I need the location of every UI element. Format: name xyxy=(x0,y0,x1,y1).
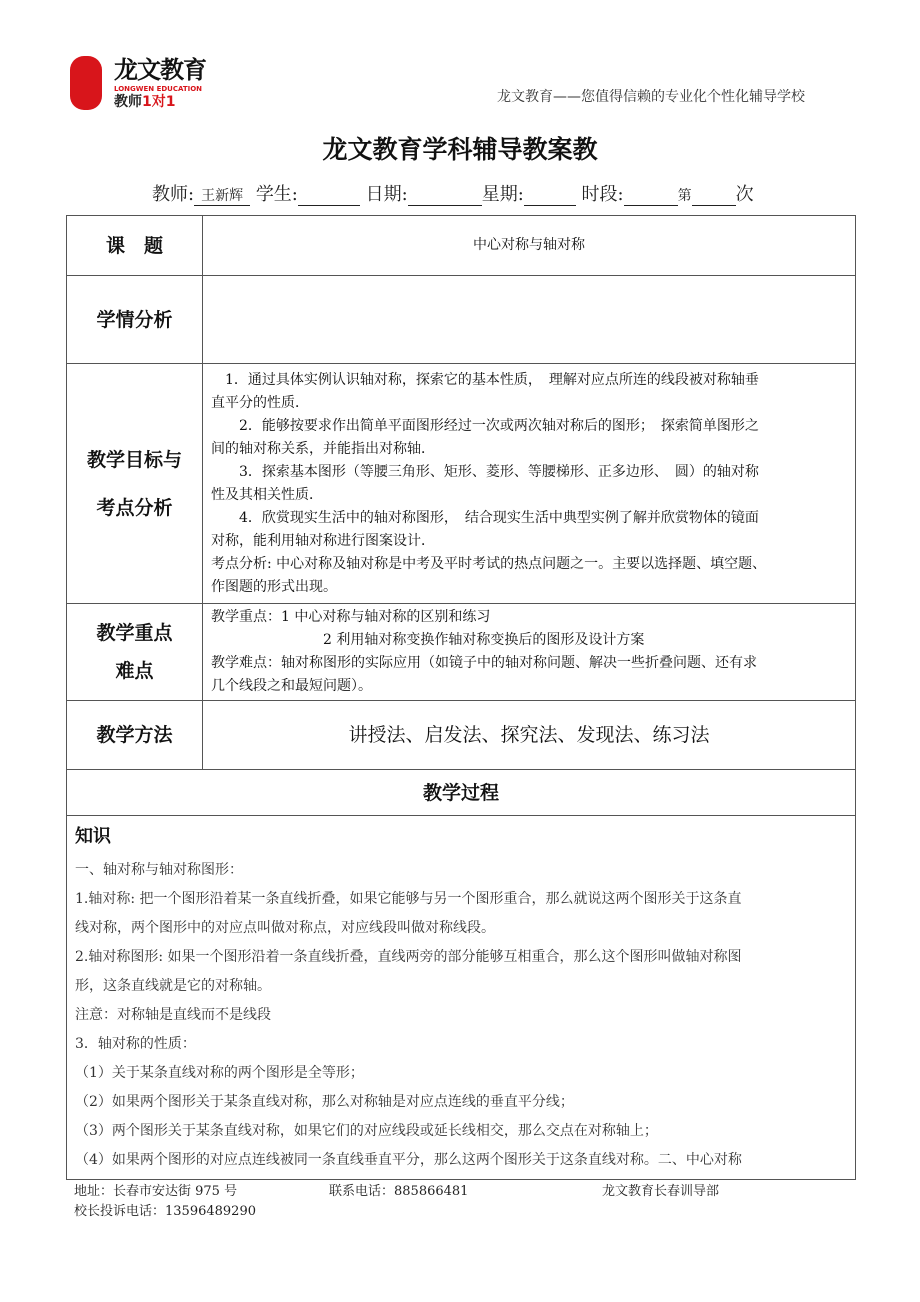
text-line: 1．通过具体实例认识轴对称，探索它的基本性质， 理解对应点所连的线段被对称轴垂 xyxy=(211,371,759,388)
key-content xyxy=(203,604,856,701)
text-line: 教学重点：1 中心对称与轴对称的区别和练习 xyxy=(211,609,491,625)
date-field xyxy=(408,184,482,206)
analysis-label: 学情分析 xyxy=(67,276,203,364)
text-line: 作图题的形式出现。 xyxy=(211,578,337,595)
row-method xyxy=(67,701,856,770)
goals-label xyxy=(67,364,203,604)
row-key xyxy=(67,604,856,701)
text-line: （4）如果两个图形的对应点连线被同一条直线垂直平分，那么这两个图形关于这条直线对称。二、中心对称 xyxy=(75,1152,742,1168)
text-line: 形，这条直线就是它的对称轴。 xyxy=(75,978,271,994)
row-goals xyxy=(67,364,856,604)
knowledge-lines xyxy=(75,856,847,1175)
logo-sub: 教师 xyxy=(114,94,142,110)
text-line: 性及其相关性质． xyxy=(211,486,323,503)
topic-label: 课 题 xyxy=(67,216,203,276)
text-line: 一、轴对称与轴对称图形： xyxy=(75,862,243,878)
logo-subtitle xyxy=(114,94,175,110)
method-value: 讲授法、启发法、探究法、发现法、练习法 xyxy=(203,701,856,770)
goals-content xyxy=(203,364,856,604)
knowledge-content xyxy=(67,816,856,1180)
student-field xyxy=(298,184,360,206)
footer-address: 地址：长春市安达街 975 号 xyxy=(74,1184,238,1199)
text-line: （1）关于某条直线对称的两个图形是全等形； xyxy=(75,1065,364,1081)
text-line: （3）两个图形关于某条直线对称，如果它们的对应线段或延长线相交，那么交点在对称轴上； xyxy=(75,1123,658,1139)
knowledge-heading: 知识 xyxy=(75,826,111,847)
key-label-line2: 难点 xyxy=(115,660,154,682)
key-label xyxy=(67,604,203,701)
logo-sub2: 1对1 xyxy=(142,94,176,110)
text-line: 2．能够按要求作出简单平面图形经过一次或两次轴对称后的图形； 探索简单图形之 xyxy=(211,417,759,434)
text-line: 2 利用轴对称变换作轴对称变换后的图形及设计方案 xyxy=(211,632,645,648)
weekday-field xyxy=(524,184,576,206)
teacher-name: 王新辉 xyxy=(194,185,250,206)
text-line: 间的轴对称关系，并能指出对称轴． xyxy=(211,440,435,457)
text-line: 注意：对称轴是直线而不是线段 xyxy=(75,1007,271,1023)
row-topic xyxy=(67,216,856,276)
analysis-value xyxy=(203,276,856,364)
text-line: 4．欣赏现实生活中的轴对称图形， 结合现实生活中典型实例了解并欣赏物体的镜面 xyxy=(211,509,759,526)
weekday-label: 星期: xyxy=(481,184,524,205)
text-line: 线对称，两个图形中的对应点叫做对称点，对应线段叫做对称线段。 xyxy=(75,920,495,936)
text-line: 直平分的性质． xyxy=(211,394,309,411)
text-line: 2.轴对称图形: 如果一个图形沿着一条直线折叠，直线两旁的部分能够互相重合，那么这个图形叫做轴对称图 xyxy=(75,949,742,965)
di-label: 第 xyxy=(677,188,692,204)
footer xyxy=(66,1182,856,1222)
text-line: 教学难点：轴对称图形的实际应用（如镜子中的轴对称问题、解决一些折叠问题、还有求 xyxy=(211,655,757,671)
period-label: 时段: xyxy=(581,184,624,205)
footer-branch: 龙文教育长春训导部 xyxy=(602,1184,720,1199)
method-label: 教学方法 xyxy=(67,701,203,770)
goals-label-line2: 考点分析 xyxy=(96,496,173,519)
period-field xyxy=(624,184,678,206)
teacher-label: 教师: xyxy=(152,184,195,205)
content-flow xyxy=(66,215,856,1222)
text-line: （2）如果两个图形关于某条直线对称，那么对称轴是对应点连线的垂直平分线； xyxy=(75,1094,574,1110)
text-line: 几个线段之和最短问题）。 xyxy=(211,678,372,694)
logo-seal-icon xyxy=(70,56,102,110)
goals-label-line1: 教学目标与 xyxy=(86,448,182,471)
page-title: 龙文教育学科辅导教案教 xyxy=(322,135,598,164)
row-analysis xyxy=(67,276,856,364)
text-line: 考点分析: 中心对称及轴对称是中考及平时考试的热点问题之一。主要以选择题、填空题、 xyxy=(211,555,767,572)
date-label: 日期: xyxy=(365,184,408,205)
logo-english: LONGWEN EDUCATION xyxy=(114,85,203,93)
text-line: 对称，能利用轴对称进行图案设计． xyxy=(211,532,435,549)
slogan: 龙文教育——您值得信赖的专业化个性化辅导学校 xyxy=(497,89,805,105)
text-line: 3．轴对称的性质： xyxy=(75,1036,196,1052)
text-line: 3．探索基本图形（等腰三角形、矩形、菱形、等腰梯形、正多边形、 圆）的轴对称 xyxy=(211,463,759,480)
lesson-plan-table xyxy=(66,215,856,1180)
row-process xyxy=(67,770,856,816)
topic-value: 中心对称与轴对称 xyxy=(203,216,856,276)
session-field xyxy=(692,184,736,206)
row-knowledge xyxy=(67,816,856,1180)
key-label-line1: 教学重点 xyxy=(96,622,173,644)
process-heading: 教学过程 xyxy=(67,770,856,816)
footer-phone: 联系电话：885866481 xyxy=(329,1184,469,1199)
student-label: 学生: xyxy=(255,184,298,205)
logo-text: 龙文教育 xyxy=(114,56,206,84)
text-line: 1.轴对称: 把一个图形沿着某一条直线折叠，如果它能够与另一个图形重合，那么就说这两个图形关于这条直 xyxy=(75,891,742,907)
ci-label: 次 xyxy=(735,184,754,205)
lesson-meta xyxy=(152,180,754,206)
footer-complaint: 校长投诉电话：13596489290 xyxy=(74,1204,256,1219)
logo xyxy=(70,56,240,112)
